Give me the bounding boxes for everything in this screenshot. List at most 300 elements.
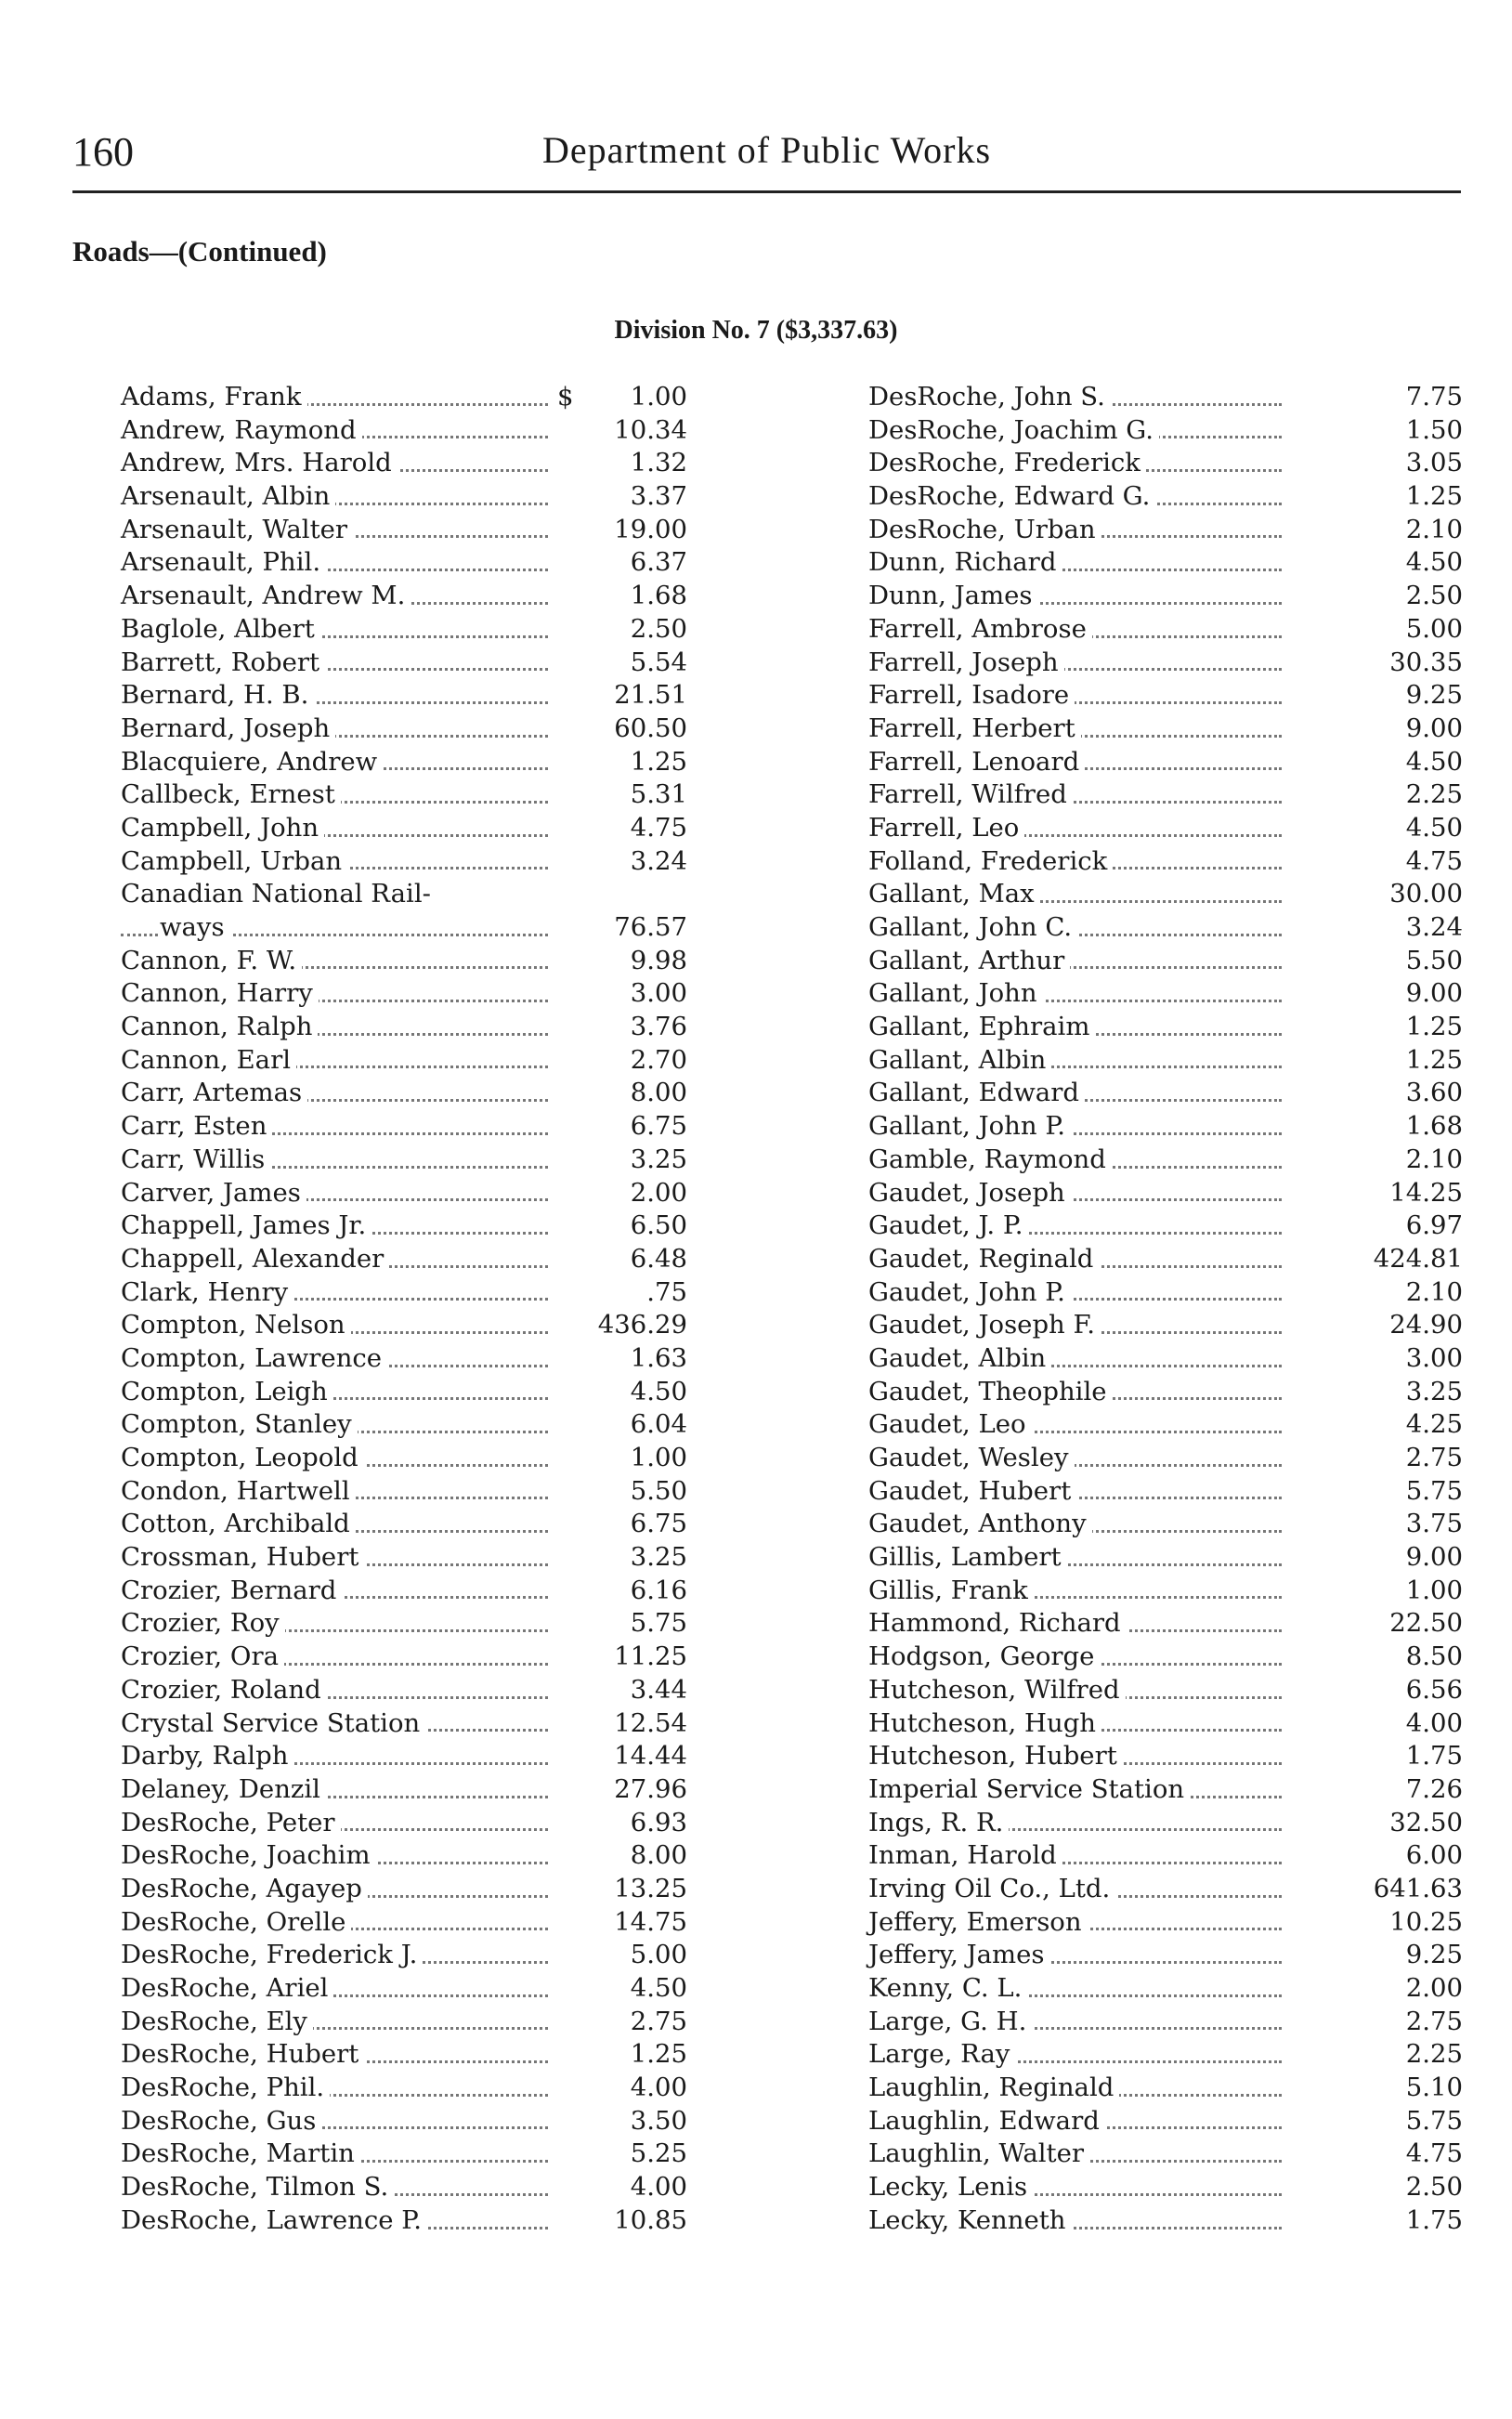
ledger-row [868,1575,1463,1608]
payee-name: Cannon, Earl [121,1044,296,1078]
payee-name: Laughlin, Reginald [868,2072,1119,2105]
payee-name: Cannon, Ralph [121,1011,318,1044]
ledger-row [868,647,1463,680]
payee-name: Hammond, Richard [868,1607,1127,1641]
payment-amount: 22.50 [1384,1607,1463,1641]
payee-name: Carver, James [121,1177,306,1210]
ledger-row [868,1011,1463,1044]
ledger-row [868,1442,1463,1475]
payment-amount: 10.85 [608,2204,687,2238]
ledger-row [868,1408,1463,1442]
payment-amount: 14.75 [608,1906,687,1940]
ledger-row [121,2038,687,2072]
payment-amount: 8.50 [1401,1641,1463,1674]
ledger-row [121,1342,687,1376]
payment-amount: 3.25 [625,1144,687,1177]
payee-name: Bernard, Joseph [121,713,335,746]
payment-amount: 4.75 [1401,2138,1463,2171]
ledger-row [868,414,1463,448]
payment-amount: 2.10 [1401,1144,1463,1177]
ledger-row [868,546,1463,580]
payment-amount: 2.00 [625,1177,687,1210]
ledger-row [868,1044,1463,1078]
payee-name: Gaudet, Joseph F. [868,1309,1101,1342]
payment-amount: 5.25 [625,2138,687,2171]
ledger-row [121,1276,687,1310]
payee-name: Compton, Leopold [121,1442,364,1475]
payment-amount: 5.00 [625,1939,687,1972]
payment-amount: 4.25 [1401,1408,1463,1442]
payment-amount: 2.25 [1401,778,1463,812]
payment-amount: 3.76 [625,1011,687,1044]
payment-amount: 4.75 [625,812,687,845]
payee-name: DesRoche, Ely [121,2006,313,2039]
payee-name: Gallant, John C. [868,911,1077,945]
payment-amount: 3.25 [625,1541,687,1575]
payee-name: Cannon, Harry [121,977,319,1011]
ledger-row [868,1342,1463,1376]
payment-amount: 3.05 [1401,447,1463,480]
ledger-row [868,2072,1463,2105]
ledger-row [868,381,1463,414]
payee-name: Crozier, Bernard [121,1575,342,1608]
ledger-row [868,1972,1463,2006]
ledger-row [121,381,687,414]
payee-name: Gaudet, Reginald [868,1243,1099,1276]
payee-name: DesRoche, Gus [121,2105,321,2138]
payment-amount: 5.10 [1401,2072,1463,2105]
ledger-row [121,514,687,547]
ledger-row [121,1077,687,1110]
payee-name: Dunn, James [868,580,1038,613]
payment-amount: 1.75 [1401,1740,1463,1773]
payee-name: Dunn, Richard [868,546,1062,580]
payment-amount: 9.25 [1401,679,1463,713]
payment-amount: 60.50 [608,713,687,746]
ledger-row [121,1442,687,1475]
payment-amount: 1.00 [625,381,687,414]
page-number: 160 [72,129,134,175]
payee-name: Gallant, Max [868,878,1040,911]
payment-amount: 641.63 [1368,1873,1463,1906]
payment-amount: 6.75 [625,1110,687,1144]
ledger-row [121,2204,687,2238]
ledger-row [121,546,687,580]
payee-name: Compton, Lawrence [121,1342,387,1376]
ledger-row [868,514,1463,547]
ledger-row [868,1210,1463,1243]
payee-name: DesRoche, Tilmon S. [121,2171,394,2204]
payee-name: Hutcheson, Hugh [868,1707,1101,1741]
payee-name: Compton, Leigh [121,1376,333,1409]
payment-amount: 3.24 [625,845,687,879]
payment-amount: 2.50 [625,613,687,647]
ledger-row [121,945,687,978]
payment-amount: 6.48 [625,1243,687,1276]
payee-name: Crozier, Ora [121,1641,284,1674]
payment-amount: 76.57 [608,911,687,945]
ledger-row [868,713,1463,746]
payee-name: Gamble, Raymond [868,1144,1112,1177]
payment-amount: 2.75 [625,2006,687,2039]
payee-name: Andrew, Mrs. Harold [121,447,398,480]
payee-name: Gaudet, Wesley [868,1442,1075,1475]
running-title: Department of Public Works [541,129,992,171]
payee-name: Campbell, Urban [121,845,347,879]
payment-amount: 6.75 [625,1508,687,1541]
payment-amount: 21.51 [608,679,687,713]
payment-amount: 1.68 [625,580,687,613]
ledger-row [868,2204,1463,2238]
ledger-row [121,911,687,945]
payee-name: Arsenault, Phil. [121,546,326,580]
ledger-row [868,1276,1463,1310]
ledger-row [868,1674,1463,1707]
ledger-row [868,613,1463,647]
payment-amount: 5.75 [1401,1475,1463,1509]
payee-name: Hodgson, George [868,1641,1100,1674]
payee-name: Barrett, Robert [121,647,325,680]
payment-amount: 6.16 [625,1575,687,1608]
payee-name: Darby, Ralph [121,1740,293,1773]
page-header [72,128,1461,184]
payee-name: Delaney, Denzil [121,1773,326,1807]
ledger-row [121,480,687,514]
payee-name: Gillis, Frank [868,1575,1034,1608]
payment-amount: 4.50 [1401,746,1463,779]
ledger-row [121,1475,687,1509]
payment-amount: 6.93 [625,1807,687,1840]
payment-amount: 12.54 [608,1707,687,1741]
ledger-row [868,1873,1463,1906]
ledger-row [121,1939,687,1972]
payee-name: Carr, Willis [121,1144,270,1177]
payment-amount: 2.75 [1401,2006,1463,2039]
payment-amount: 3.25 [1401,1376,1463,1409]
payee-name: Gallant, Ephraim [868,1011,1095,1044]
payee-name: Chappell, Alexander [121,1243,389,1276]
payee-name: Carr, Artemas [121,1077,307,1110]
payee-name: Farrell, Wilfred [868,778,1073,812]
payment-amount: 2.75 [1401,1442,1463,1475]
payment-amount: 5.00 [1401,613,1463,647]
payee-name: Large, Ray [868,2038,1015,2072]
payee-name: Compton, Stanley [121,1408,358,1442]
payment-amount: 1.25 [1401,480,1463,514]
ledger-row [868,2138,1463,2171]
ledger-row [121,1575,687,1608]
ledger-row [868,878,1463,911]
ledger-row [121,1011,687,1044]
payee-name: Gaudet, Leo [868,1408,1032,1442]
payee-name: Canadian National Rail- [121,878,437,911]
payee-name: Farrell, Lenoard [868,746,1085,779]
payment-amount: 4.75 [1401,845,1463,879]
payment-amount: 6.50 [625,1210,687,1243]
payment-amount: 14.44 [608,1740,687,1773]
payee-name: Arsenault, Andrew M. [121,580,411,613]
payment-amount: 3.37 [625,480,687,514]
payee-name: Gaudet, Joseph [868,1177,1071,1210]
ledger-row [868,1144,1463,1177]
ledger-row [868,480,1463,514]
payee-name: DesRoche, Frederick J. [121,1939,423,1972]
payment-amount: 19.00 [608,514,687,547]
payee-name: Laughlin, Edward [868,2105,1105,2138]
payment-amount: 5.50 [625,1475,687,1509]
payee-name: Hutcheson, Hubert [868,1740,1123,1773]
payment-amount: 5.50 [1401,945,1463,978]
payment-amount: 2.10 [1401,1276,1463,1310]
payment-amount: 1.32 [625,447,687,480]
payment-amount: 424.81 [1368,1243,1463,1276]
ledger-row [868,1740,1463,1773]
right-column [868,381,1463,2238]
payee-name: Cannon, F. W. [121,945,302,978]
payment-amount: 3.50 [625,2105,687,2138]
division-heading: Division No. 7 ($3,337.63) [614,316,898,345]
payee-name: Compton, Nelson [121,1309,351,1342]
payment-amount: 4.00 [625,2171,687,2204]
ledger-row [121,2072,687,2105]
payee-name: Clark, Henry [121,1276,293,1310]
payee-name: Farrell, Herbert [868,713,1081,746]
payee-name: Chappell, James Jr. [121,1210,371,1243]
payee-name: Farrell, Isadore [868,679,1075,713]
payee-name: Arsenault, Walter [121,514,353,547]
payee-name: Gallant, Edward [868,1077,1085,1110]
ledger-row [868,1309,1463,1342]
ledger-row [868,1243,1463,1276]
ledger-row [868,679,1463,713]
payment-amount: 2.70 [625,1044,687,1078]
ledger-row [868,1607,1463,1641]
payment-amount: 3.00 [625,977,687,1011]
ledger-row [121,1144,687,1177]
ledger-row [868,1641,1463,1674]
payee-name: Gaudet, Theophile [868,1376,1113,1409]
ledger-row [121,1773,687,1807]
ledger-row [121,746,687,779]
payee-name: Callbeck, Ernest [121,778,341,812]
ledger-row [868,812,1463,845]
payment-amount: 1.25 [625,746,687,779]
ledger-row [868,447,1463,480]
payment-amount: 32.50 [1384,1807,1463,1840]
payment-amount: 2.00 [1401,1972,1463,2006]
ledger-row [868,977,1463,1011]
payment-amount: 3.75 [1401,1508,1463,1541]
payment-amount: 30.00 [1384,878,1463,911]
payee-name: DesRoche, John S. [868,381,1111,414]
payee-name: DesRoche, Joachim [121,1839,376,1873]
payment-amount: 6.56 [1401,1674,1463,1707]
payment-amount: 3.44 [625,1674,687,1707]
payee-name: Folland, Frederick [868,845,1113,879]
payee-name: DesRoche, Lawrence P. [121,2204,427,2238]
payee-name: DesRoche, Hubert [121,2038,364,2072]
payee-name: Gaudet, J. P. [868,1210,1029,1243]
payment-amount: 2.50 [1401,2171,1463,2204]
payee-name: DesRoche, Phil. [121,2072,330,2105]
payment-amount: 9.00 [1401,713,1463,746]
payment-amount: 436.29 [593,1309,687,1342]
ledger-row [868,778,1463,812]
dollar-sign: $ [557,381,574,414]
payee-name: Imperial Service Station [868,1773,1190,1807]
payee-name: Kenny, C. L. [868,1972,1027,2006]
payment-amount: 3.24 [1401,911,1463,945]
payee-name: Gallant, Albin [868,1044,1051,1078]
payment-amount: 6.97 [1401,1210,1463,1243]
payment-amount: .75 [641,1276,687,1310]
payment-amount: 1.68 [1401,1110,1463,1144]
ledger-row [121,1044,687,1078]
payee-name: Hutcheson, Wilfred [868,1674,1126,1707]
payee-name: Lecky, Kenneth [868,2204,1072,2238]
payee-name: DesRoche, Orelle [121,1906,351,1940]
ledger-row [121,647,687,680]
ledger-row [868,1376,1463,1409]
ledger-row [121,1740,687,1773]
ledger-row [868,1541,1463,1575]
payee-name: Arsenault, Albin [121,480,335,514]
payee-name: Laughlin, Walter [868,2138,1089,2171]
header-rule [72,190,1461,193]
ledger-row [121,1210,687,1243]
payee-name: DesRoche, Frederick [868,447,1146,480]
payee-name: Carr, Esten [121,1110,272,1144]
payment-amount: 5.75 [1401,2105,1463,2138]
payment-amount: 6.00 [1401,1839,1463,1873]
payment-amount: 30.35 [1384,647,1463,680]
payee-name: Irving Oil Co., Ltd. [868,1873,1115,1906]
payment-amount: 5.75 [625,1607,687,1641]
ledger-row [121,2105,687,2138]
payee-name: Farrell, Joseph [868,647,1064,680]
payee-name: DesRoche, Joachim G. [868,414,1159,448]
payment-amount: 4.00 [625,2072,687,2105]
ledger-row [868,1110,1463,1144]
ledger-row [868,845,1463,879]
payee-name: ways [160,911,230,945]
payee-name: DesRoche, Urban [868,514,1101,547]
payee-name: DesRoche, Ariel [121,1972,333,2006]
payment-amount: 4.50 [1401,546,1463,580]
ledger-row [868,2006,1463,2039]
ledger-row [121,1873,687,1906]
payee-name: DesRoche, Peter [121,1807,341,1840]
payee-name: Gallant, John [868,977,1043,1011]
payee-name: Campbell, John [121,812,324,845]
payment-amount: 4.00 [1401,1707,1463,1741]
payee-name: Gaudet, Albin [868,1342,1051,1376]
payment-amount: 1.00 [625,1442,687,1475]
ledger-row [121,1110,687,1144]
left-column [121,381,687,2238]
ledger-row [868,1939,1463,1972]
payee-name: Bernard, H. B. [121,679,314,713]
ledger-row [868,1906,1463,1940]
ledger-row [121,1376,687,1409]
ledger-row [868,1707,1463,1741]
payee-name: Adams, Frank [121,381,307,414]
ledger-row [868,746,1463,779]
payment-amount: 4.50 [625,1972,687,2006]
ledger-row [121,1839,687,1873]
ledger-row [121,2138,687,2171]
payment-amount: 3.00 [1401,1342,1463,1376]
ledger-row [121,812,687,845]
payment-amount: 6.37 [625,546,687,580]
payment-amount: 9.98 [625,945,687,978]
payment-amount: 9.00 [1401,977,1463,1011]
payment-amount: 10.34 [608,414,687,448]
payee-name: Jeffery, Emerson [868,1906,1088,1940]
ledger-row [868,580,1463,613]
payee-name: Crossman, Hubert [121,1541,364,1575]
payment-amount: 1.63 [625,1342,687,1376]
payment-amount: 1.00 [1401,1575,1463,1608]
ledger-row [121,613,687,647]
payment-amount: 9.00 [1401,1541,1463,1575]
payee-name: Farrell, Ambrose [868,613,1092,647]
payment-amount: 7.75 [1401,381,1463,414]
ledger-row [121,2171,687,2204]
payment-amount: 8.00 [625,1077,687,1110]
section-heading: Roads—(Continued) [72,235,327,268]
ledger-row [868,2171,1463,2204]
payee-name: Gallant, Arthur [868,945,1070,978]
ledger-row [121,447,687,480]
ledger-row [868,2038,1463,2072]
payment-amount: 2.50 [1401,580,1463,613]
payment-amount: 5.31 [625,778,687,812]
ledger-row [121,878,687,911]
payee-name: Andrew, Raymond [121,414,362,448]
payment-amount: 3.60 [1401,1077,1463,1110]
ledger-row [121,1177,687,1210]
payee-name: Lecky, Lenis [868,2171,1033,2204]
ledger-row [121,1641,687,1674]
payee-name: Cotton, Archibald [121,1508,356,1541]
payment-amount: 5.54 [625,647,687,680]
payee-name: Condon, Hartwell [121,1475,356,1509]
payment-amount: 10.25 [1384,1906,1463,1940]
payee-name: Crozier, Roland [121,1674,327,1707]
payment-amount: 2.10 [1401,514,1463,547]
ledger-row [121,713,687,746]
ledger-row [121,2006,687,2039]
ledger-row [868,1839,1463,1873]
ledger-row [868,1475,1463,1509]
payee-name: Gaudet, John P. [868,1276,1071,1310]
payee-name: DesRoche, Edward G. [868,480,1155,514]
ledger-row [868,1508,1463,1541]
ledger-row [121,1508,687,1541]
ledger-row [868,911,1463,945]
payment-amount: 11.25 [608,1641,687,1674]
ledger-row [121,1309,687,1342]
payee-name: DesRoche, Agayep [121,1873,368,1906]
ledger-row [121,1674,687,1707]
payee-name: Farrell, Leo [868,812,1024,845]
payment-amount: 14.25 [1384,1177,1463,1210]
ledger-row [121,1243,687,1276]
payment-amount: 1.25 [1401,1044,1463,1078]
payment-amount: 1.75 [1401,2204,1463,2238]
payment-amount: 1.25 [625,2038,687,2072]
